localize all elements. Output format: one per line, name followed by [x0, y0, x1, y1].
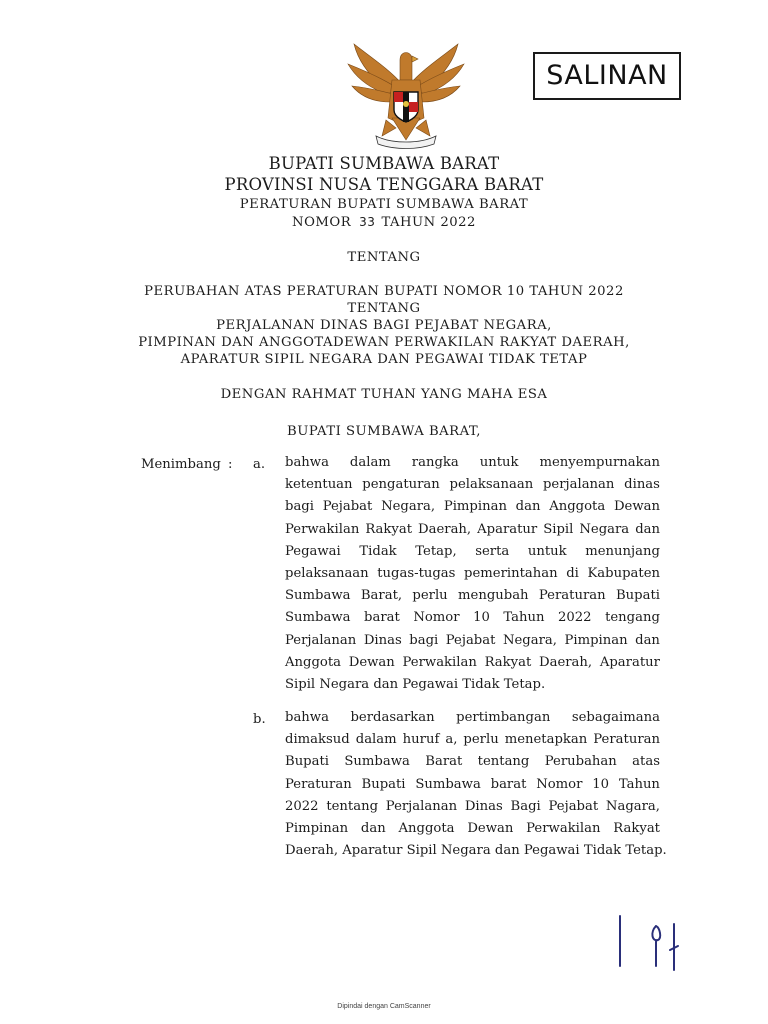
paragraph-line — [285, 707, 660, 729]
word: tugas-tugas — [377, 565, 456, 581]
paragraph-line — [285, 563, 660, 585]
word: untuk — [479, 455, 519, 470]
word: Anggota — [285, 654, 342, 670]
word: bahwa — [285, 455, 329, 470]
grace-formula: DENGAN RAHMAT TUHAN YANG MAHA ESA — [220, 387, 548, 402]
word: barat — [490, 776, 527, 792]
word: Tahun — [618, 776, 660, 792]
word: Tidak — [359, 543, 397, 559]
regulation-heading: PERATURAN BUPATI SUMBAWA BARAT — [239, 197, 529, 212]
salinan-stamp: SALINAN — [533, 52, 681, 100]
regent-heading: BUPATI SUMBAWA BARAT — [268, 154, 500, 173]
paragraph-line — [285, 519, 660, 541]
tentang-heading: TENTANG — [347, 250, 421, 265]
item-a-letter: a. — [253, 457, 266, 472]
word: Sipil — [543, 521, 574, 537]
menimbang-colon: : — [228, 457, 233, 472]
word: Negara — [579, 521, 630, 537]
paragraph-line — [285, 474, 660, 496]
paragraph-line — [285, 607, 660, 629]
word: tentang — [326, 798, 379, 814]
word: Perjalanan — [385, 798, 458, 814]
paragraph-line — [285, 541, 660, 563]
word: dimaksud — [285, 732, 350, 748]
word: dan — [515, 499, 541, 515]
word: Pegawai — [285, 543, 341, 559]
word: Rakyat — [365, 521, 413, 537]
paragraph-line — [285, 796, 660, 818]
word: dalam — [349, 455, 391, 470]
paragraph-line — [285, 774, 660, 796]
word: a, — [445, 732, 458, 748]
word: 10 — [592, 776, 610, 792]
word: Nomor — [536, 776, 583, 792]
word: bagi — [285, 499, 314, 515]
nomor-value: 33 — [359, 215, 376, 229]
province-heading: PROVINSI NUSA TENGGARA BARAT — [224, 175, 544, 194]
paragraph-line — [285, 452, 660, 474]
word: Nomor — [413, 610, 460, 626]
word: serta — [475, 543, 510, 559]
word: Dewan — [613, 499, 660, 515]
word: pelaksanaan — [449, 477, 534, 493]
word: rangka — [411, 455, 459, 470]
paragraph-line — [285, 818, 660, 840]
word: 2022 — [285, 798, 319, 814]
word: Tahun — [503, 610, 545, 626]
word: Dewan — [348, 654, 395, 670]
subject-line: APARATUR SIPIL NEGARA DAN PEGAWAI TIDAK TETAP — [180, 352, 588, 367]
word: Sumbawa — [344, 754, 410, 770]
word: Pejabat — [322, 499, 373, 515]
paragraph-line — [285, 630, 660, 652]
word: Negara, — [381, 499, 436, 515]
word: Pejabat — [548, 798, 599, 814]
word: perlu — [412, 588, 448, 604]
word: Bupati — [285, 754, 330, 770]
word: di — [566, 565, 579, 581]
word: Pimpinan — [285, 820, 349, 836]
word: menunjang — [585, 543, 660, 559]
word: Aparatur — [477, 521, 538, 537]
word: Sumbawa — [415, 776, 481, 792]
item-b-paragraph — [285, 707, 667, 862]
word: Pimpinan — [564, 632, 628, 648]
word: dalam — [355, 732, 397, 748]
word: Bupati — [361, 776, 406, 792]
regulation-number — [0, 215, 768, 230]
word: Pejabat — [445, 632, 496, 648]
word: Dinas — [464, 798, 503, 814]
word: Peraturan — [538, 588, 606, 604]
word: Sumbawa — [285, 588, 351, 604]
word: Barat, — [360, 588, 403, 604]
subject-line: TENTANG — [347, 301, 421, 316]
word: ketentuan — [285, 477, 353, 493]
paragraph-line — [285, 751, 660, 773]
word: pertimbangan — [456, 710, 551, 725]
word: Negara, — [502, 632, 557, 648]
paragraph-line: Sipil Negara dan Pegawai Tidak Tetap. — [285, 676, 546, 692]
word: Peraturan — [593, 732, 660, 748]
word: menetapkan — [504, 732, 588, 748]
paragraph-line — [285, 496, 660, 518]
word: Dewan — [467, 820, 514, 836]
word: 10 — [473, 610, 490, 626]
word: Nagara, — [605, 798, 660, 814]
subject-line: PIMPINAN DAN ANGGOTADEWAN PERWAKILAN RAKYAT DAERAH, — [138, 335, 630, 350]
regent-address: BUPATI SUMBAWA BARAT, — [287, 424, 481, 439]
handwritten-initials — [600, 910, 690, 974]
paragraph-line — [285, 652, 660, 674]
item-b-letter: b. — [253, 712, 266, 727]
word: dan — [360, 820, 386, 836]
word: Aparatur — [599, 654, 660, 670]
word: Bagi — [510, 798, 541, 814]
tahun-label: TAHUN 2022 — [381, 215, 476, 230]
word: Perjalanan — [285, 632, 357, 648]
word: Bupati — [615, 588, 660, 604]
word: Anggota — [549, 499, 606, 515]
word: tentang — [477, 754, 530, 770]
word: huruf — [402, 732, 440, 748]
word: Pimpinan — [443, 499, 507, 515]
word: bagi — [409, 632, 439, 648]
word: Tetap, — [415, 543, 457, 559]
word: sebagaimana — [571, 710, 660, 725]
word: Daerah, — [418, 521, 472, 537]
word: Barat — [425, 754, 463, 770]
word: atas — [632, 754, 660, 770]
word: Daerah, — [539, 654, 593, 670]
nomor-label: NOMOR — [292, 215, 352, 230]
word: pemerintahan — [464, 565, 558, 581]
word: barat — [364, 610, 400, 626]
word: perjalanan — [542, 477, 615, 493]
word: pelaksanaan — [285, 565, 369, 581]
word: Anggota — [398, 820, 455, 836]
word: dan — [635, 521, 660, 537]
word: Perubahan — [544, 754, 617, 770]
menimbang-label: Menimbang — [141, 457, 221, 472]
word: Sumbawa — [285, 610, 351, 626]
subject-line: PERUBAHAN ATAS PERATURAN BUPATI NOMOR 10 TAHUN 2022 — [144, 284, 624, 299]
word: 2022 — [558, 610, 592, 626]
word: Dinas — [363, 632, 402, 648]
paragraph-line: Daerah, Aparatur Sipil Negara dan Pegawai Tidak Tetap. — [285, 843, 667, 859]
paragraph-line — [285, 585, 660, 607]
word: Rakyat — [613, 820, 660, 836]
word: bahwa — [285, 710, 329, 725]
scanner-footer: Dipindai dengan CamScanner — [337, 1003, 431, 1010]
word: dinas — [624, 477, 660, 493]
word: perlu — [463, 732, 499, 748]
word: tengang — [605, 610, 660, 626]
word: Rakyat — [484, 654, 532, 670]
word: Perwakilan — [285, 521, 360, 537]
subject-line: PERJALANAN DINAS BAGI PEJABAT NEGARA, — [216, 318, 552, 333]
word: pengaturan — [362, 477, 440, 493]
item-a-paragraph — [285, 452, 660, 696]
word: mengubah — [458, 588, 529, 604]
word: untuk — [527, 543, 567, 559]
word: Kabupaten — [587, 565, 660, 581]
word: Perwakilan — [402, 654, 477, 670]
word: menyempurnakan — [539, 455, 660, 470]
word: Perwakilan — [526, 820, 601, 836]
garuda-emblem-icon — [342, 40, 470, 152]
word: berdasarkan — [350, 710, 435, 725]
word: dan — [635, 632, 660, 648]
word: Peraturan — [285, 776, 352, 792]
paragraph-line — [285, 729, 660, 751]
